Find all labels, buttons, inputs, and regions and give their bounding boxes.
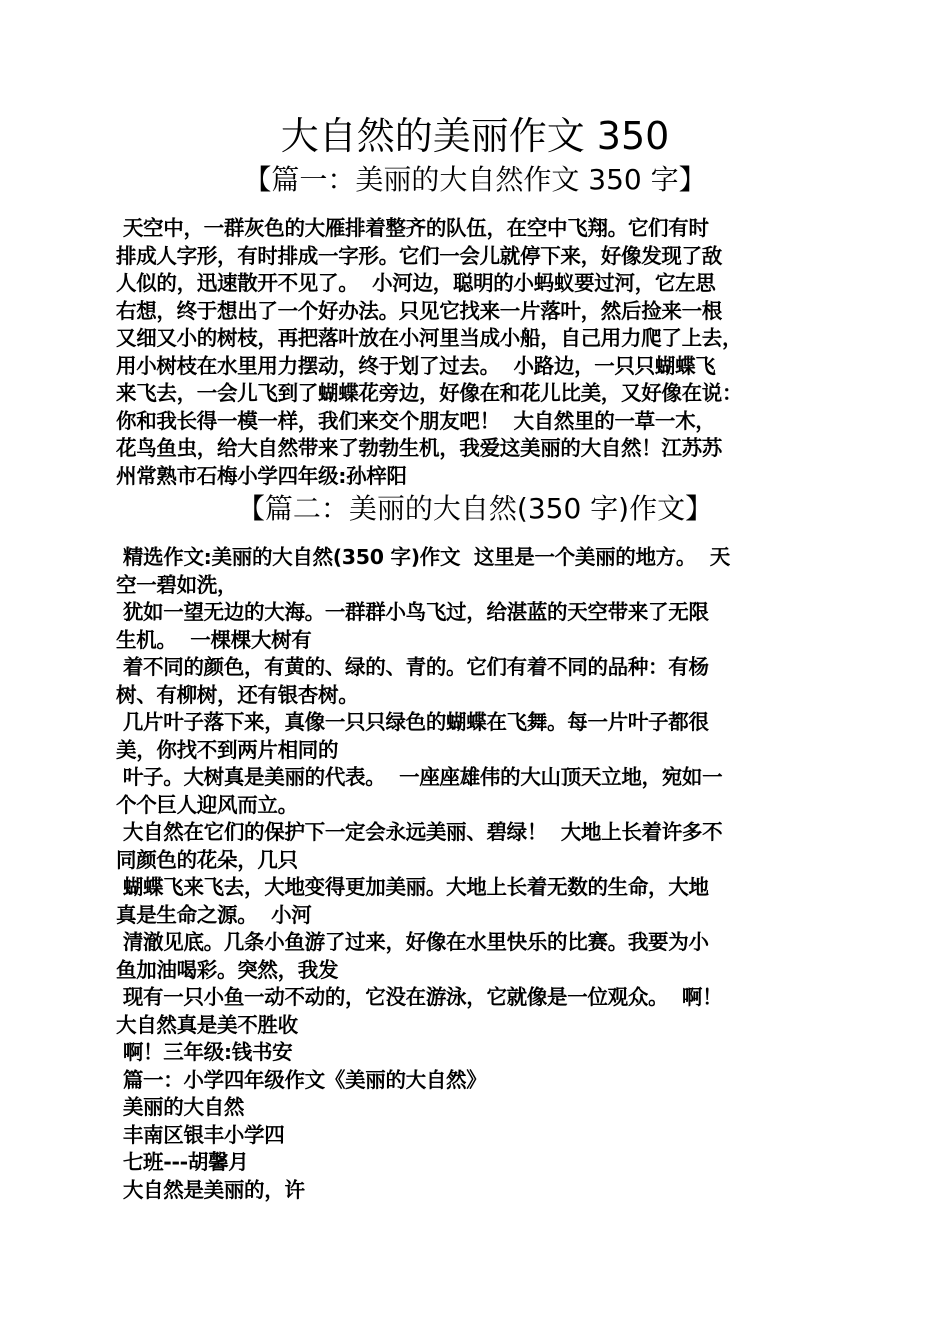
section-one-heading: 【篇一：美丽的大自然作文 350 字】 [243, 163, 707, 196]
document-title: 大自然的美丽作文 350 [280, 114, 670, 158]
section-one-body: 天空中，一群灰色的大雁排着整齐的队伍，在空中飞翔。它们有时 排成人字形，有时排成一字形。它们一会儿就停下来，好像发现了敌 人似的，迅速散开不见了。 小河边，聪明的小蚂蚁要过河，它左思 右想，终于想出了一个好办法。只见它找来一片落叶，然后捡来一根 又细又小的树枝，再把落叶放在小河里当成小船，自己用力爬了上去， 用小树枝在水里用力摆动，终于划了过去。 小路边，一只只蝴蝶飞 来飞去，一会儿飞到了蝴蝶花旁边，好像在和花儿比美，又好像在说： 你和我长得一模一样，我们来交个朋友吧！ 大自然里的一草一木， 花鸟鱼虫，给大自然带来了勃勃生机，我爱这美丽的大自然！江苏苏 州常熟市石梅小学四年级:孙梓阳 [116, 216, 743, 488]
section-two-heading: 【篇二：美丽的大自然(350 字)作文】 [236, 492, 714, 525]
section-two-body: 精选作文:美丽的大自然(350 字)作文 这里是一个美丽的地方。 天 空一碧如洗， 犹如一望无边的大海。一群群小鸟飞过，给湛蓝的天空带来了无限 生机。 一棵棵大树有 着不同的颜色，有黄的、绿的、青的。它们有着不同的品种：有杨 树、有柳树，还有银杏树。 几片叶子落下来，真像一只只绿色的蝴蝶在飞舞。每一片叶子都很 美，你找不到两片相同的 叶子。大树真是美丽的代表。 一座座雄伟的大山顶天立地，宛如一 个个巨人迎风而立。 大自然在它们的保护下一定会永远美丽、碧绿！ 大地上长着许多不 同颜色的花朵，几只 蝴蝶飞来飞去，大地变得更加美丽。大地上长着无数的生命，大地 真是生命之源。 小河 清澈见底。几条小鱼游了过来，好像在水里快乐的比赛。我要为小 鱼加油喝彩。突然，我发 现有一只小鱼一动不动的，它没在游泳，它就像是一位观众。 啊！ 大自然真是美不胜收 啊！三年级:钱书安 篇一：小学四年级作文《美丽的大自然》 美丽的大自然 丰南区银丰小学四 七班---胡馨月 大自然是美丽的，许 [116, 545, 730, 1202]
